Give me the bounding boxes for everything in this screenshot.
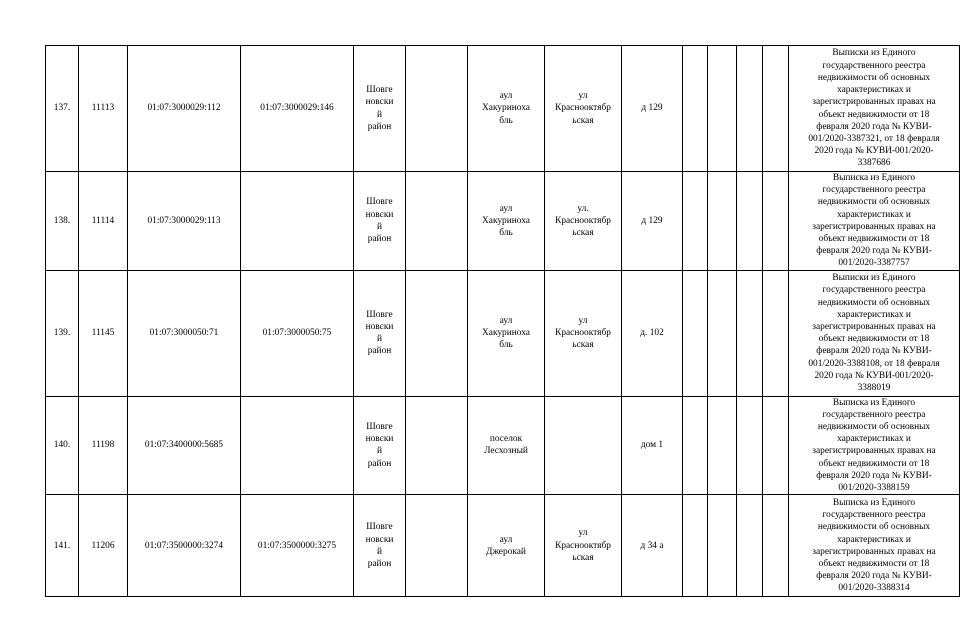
row-number: 141. [46, 495, 79, 597]
document-basis-cell-line: Выписки из Единого [832, 48, 916, 59]
street-cell-line: Краснооктябр [555, 328, 611, 339]
document-basis-cell-line: объект недвижимости от 18 [818, 234, 930, 245]
district-cell-line: й [376, 546, 383, 557]
cadastral-number-1: 01:07:3000029:112 [128, 46, 241, 172]
locality-cell-line: аул [499, 91, 513, 102]
registry-table [45, 45, 960, 597]
document-basis-cell-line: характеристиках и [837, 85, 911, 96]
locality-cell-line: аул [499, 203, 513, 214]
street-cell-line: ьская [572, 552, 594, 563]
house-cell: дом 1 [622, 396, 683, 495]
street-cell [545, 396, 622, 495]
object-code: 11113 [79, 46, 128, 172]
document-basis-cell [789, 495, 960, 597]
empty-cell [683, 396, 708, 495]
locality-cell [468, 46, 545, 172]
table-row [46, 495, 960, 597]
district-cell-line: Шовге [366, 309, 393, 320]
row-number: 138. [46, 172, 79, 271]
row-number: 140. [46, 396, 79, 495]
document-basis-cell-line: 001/2020-3387321, от 18 февраля [808, 133, 940, 144]
locality-cell-line: Хакуриноха [482, 328, 530, 339]
district-cell-line: новски [365, 209, 394, 220]
district-cell-line: Шовге [366, 197, 393, 208]
document-basis-cell-line: объект недвижимости от 18 [818, 558, 930, 569]
empty-cell [737, 270, 763, 396]
row-number: 139. [46, 270, 79, 396]
document-basis-cell-line: февраля 2020 года № КУВИ- [816, 571, 932, 582]
document-basis-cell-line: Выписка из Единого [832, 497, 916, 508]
district-cell-line: Шовге [366, 85, 393, 96]
empty-cell [763, 172, 789, 271]
cadastral-number-2: 01:07:3500000:3275 [241, 495, 354, 597]
document-basis-cell-line: 001/2020-3388108, от 18 февраля [808, 358, 940, 369]
document-basis-cell-line: государственного реестра [822, 60, 926, 71]
locality-cell [468, 396, 545, 495]
empty-cell [406, 46, 468, 172]
district-cell [354, 396, 406, 495]
house-cell: д 129 [622, 172, 683, 271]
empty-cell [737, 46, 763, 172]
street-cell-line: Краснооктябр [555, 103, 611, 114]
object-code: 11206 [79, 495, 128, 597]
table-row [46, 46, 960, 172]
document-basis-cell-line: зарегистрированных правах на [812, 321, 936, 332]
empty-cell [763, 46, 789, 172]
cadastral-number-2: 01:07:3000050:75 [241, 270, 354, 396]
empty-cell [737, 495, 763, 597]
empty-cell [406, 495, 468, 597]
document-basis-cell-line: 001/2020-3388314 [838, 583, 910, 594]
table-row [46, 396, 960, 495]
document-basis-cell-line: объект недвижимости от 18 [818, 109, 930, 120]
document-basis-cell-line: недвижимости об основных [817, 422, 931, 433]
empty-cell [708, 46, 737, 172]
document-basis-cell-line: недвижимости об основных [817, 522, 931, 533]
locality-cell-line: бль [499, 340, 513, 351]
document-basis-cell-line: государственного реестра [822, 285, 926, 296]
house-cell: д. 102 [622, 270, 683, 396]
locality-cell-line: аул [499, 534, 513, 545]
document-basis-cell-line: 2020 года № КУВИ-001/2020- [814, 146, 934, 157]
district-cell-line: й [376, 109, 383, 120]
document-basis-cell [789, 396, 960, 495]
document-basis-cell [789, 46, 960, 172]
district-cell-line: район [367, 558, 392, 569]
district-cell-line: район [367, 346, 392, 357]
document-basis-cell-line: государственного реестра [822, 185, 926, 196]
cadastral-number-1: 01:07:3000029:113 [128, 172, 241, 271]
district-cell-line: новски [365, 97, 394, 108]
house-cell: д 34 а [622, 495, 683, 597]
locality-cell-line: Хакуриноха [482, 215, 530, 226]
locality-cell [468, 172, 545, 271]
locality-cell [468, 270, 545, 396]
document-basis-cell-line: февраля 2020 года № КУВИ- [816, 121, 932, 132]
document-basis-cell-line: характеристиках и [837, 309, 911, 320]
document-basis-cell-line: недвижимости об основных [817, 72, 931, 83]
locality-cell-line: Лесхозный [484, 446, 528, 457]
document-basis-cell-line: февраля 2020 года № КУВИ- [816, 246, 932, 257]
empty-cell [708, 172, 737, 271]
empty-cell [406, 270, 468, 396]
street-cell-line: ул [578, 91, 588, 102]
district-cell-line: район [367, 458, 392, 469]
empty-cell [683, 46, 708, 172]
document-basis-cell-line: характеристиках и [837, 209, 911, 220]
street-cell-line: Краснооктябр [555, 215, 611, 226]
empty-cell [708, 495, 737, 597]
document-basis-cell-line: государственного реестра [822, 510, 926, 521]
district-cell [354, 270, 406, 396]
document-basis-cell-line: зарегистрированных правах на [812, 97, 936, 108]
empty-cell [683, 172, 708, 271]
locality-cell-line: бль [499, 115, 513, 126]
cadastral-number-2 [241, 172, 354, 271]
locality-cell-line: поселок [489, 434, 523, 445]
empty-cell [708, 396, 737, 495]
document-basis-cell-line: Выписка из Единого [832, 173, 916, 183]
object-code: 11145 [79, 270, 128, 396]
cadastral-number-2 [241, 396, 354, 495]
district-cell-line: Шовге [366, 422, 393, 433]
district-cell-line: район [367, 121, 392, 132]
district-cell [354, 495, 406, 597]
district-cell-line: Шовге [366, 522, 393, 533]
document-basis-cell-line: характеристиках и [837, 534, 911, 545]
document-basis-cell-line: зарегистрированных правах на [812, 221, 936, 232]
document-basis-cell-line: Выписки из Единого [832, 273, 916, 284]
street-cell-line: ьская [572, 227, 594, 238]
document-basis-cell-line: февраля 2020 года № КУВИ- [816, 346, 932, 357]
street-cell-line: ул [578, 528, 588, 539]
document-basis-cell-line: объект недвижимости от 18 [818, 458, 930, 469]
document-basis-cell-line: недвижимости об основных [817, 297, 931, 308]
object-code: 11114 [79, 172, 128, 271]
document-basis-cell-line: Выписка из Единого [832, 397, 916, 408]
empty-cell [406, 396, 468, 495]
empty-cell [763, 270, 789, 396]
cadastral-number-1: 01:07:3400000:5685 [128, 396, 241, 495]
street-cell-line: ул. [577, 203, 589, 214]
document-basis-cell-line: недвижимости об основных [817, 197, 931, 208]
document-basis-cell [789, 270, 960, 396]
cadastral-number-2: 01:07:3000029:146 [241, 46, 354, 172]
street-cell-line: ьская [572, 340, 594, 351]
document-basis-cell-line: зарегистрированных правах на [812, 446, 936, 457]
district-cell-line: новски [365, 534, 394, 545]
document-basis-cell-line: 001/2020-3387757 [838, 258, 910, 269]
row-number: 137. [46, 46, 79, 172]
document-basis-cell-line: государственного реестра [822, 409, 926, 420]
district-cell-line: район [367, 234, 392, 245]
table-row [46, 172, 960, 271]
object-code: 11198 [79, 396, 128, 495]
street-cell [545, 46, 622, 172]
district-cell-line: новски [365, 434, 394, 445]
district-cell [354, 46, 406, 172]
district-cell-line: й [376, 221, 383, 232]
empty-cell [708, 270, 737, 396]
document-basis-cell-line: зарегистрированных правах на [812, 546, 936, 557]
document-basis-cell-line: объект недвижимости от 18 [818, 334, 930, 345]
locality-cell [468, 495, 545, 597]
locality-cell-line: Джерокай [486, 546, 526, 557]
street-cell [545, 270, 622, 396]
empty-cell [763, 396, 789, 495]
empty-cell [737, 396, 763, 495]
locality-cell-line: аул [499, 315, 513, 326]
street-cell-line: ул [578, 315, 588, 326]
document-basis-cell-line: 3388019 [857, 382, 891, 393]
document-basis-cell-line: характеристиках и [837, 434, 911, 445]
document-basis-cell-line: февраля 2020 года № КУВИ- [816, 470, 932, 481]
locality-cell-line: Хакуриноха [482, 103, 530, 114]
house-cell: д 129 [622, 46, 683, 172]
document-basis-cell-line: 001/2020-3388159 [838, 483, 910, 494]
table-row [46, 270, 960, 396]
document-basis-cell-line: 3387686 [857, 158, 891, 169]
street-cell-line: ьская [572, 115, 594, 126]
empty-cell [683, 495, 708, 597]
locality-cell-line: бль [499, 227, 513, 238]
empty-cell [406, 172, 468, 271]
empty-cell [737, 172, 763, 271]
document-basis-cell-line: 2020 года № КУВИ-001/2020- [814, 370, 934, 381]
district-cell-line: новски [365, 321, 394, 332]
street-cell [545, 495, 622, 597]
street-cell [545, 172, 622, 271]
document-basis-cell [789, 172, 960, 271]
cadastral-number-1: 01:07:3000050:71 [128, 270, 241, 396]
empty-cell [763, 495, 789, 597]
empty-cell [683, 270, 708, 396]
district-cell-line: й [376, 446, 383, 457]
street-cell-line: Краснооктябр [555, 540, 611, 551]
district-cell [354, 172, 406, 271]
district-cell-line: й [376, 334, 383, 345]
cadastral-number-1: 01:07:3500000:3274 [128, 495, 241, 597]
registry-table-body [46, 46, 960, 597]
